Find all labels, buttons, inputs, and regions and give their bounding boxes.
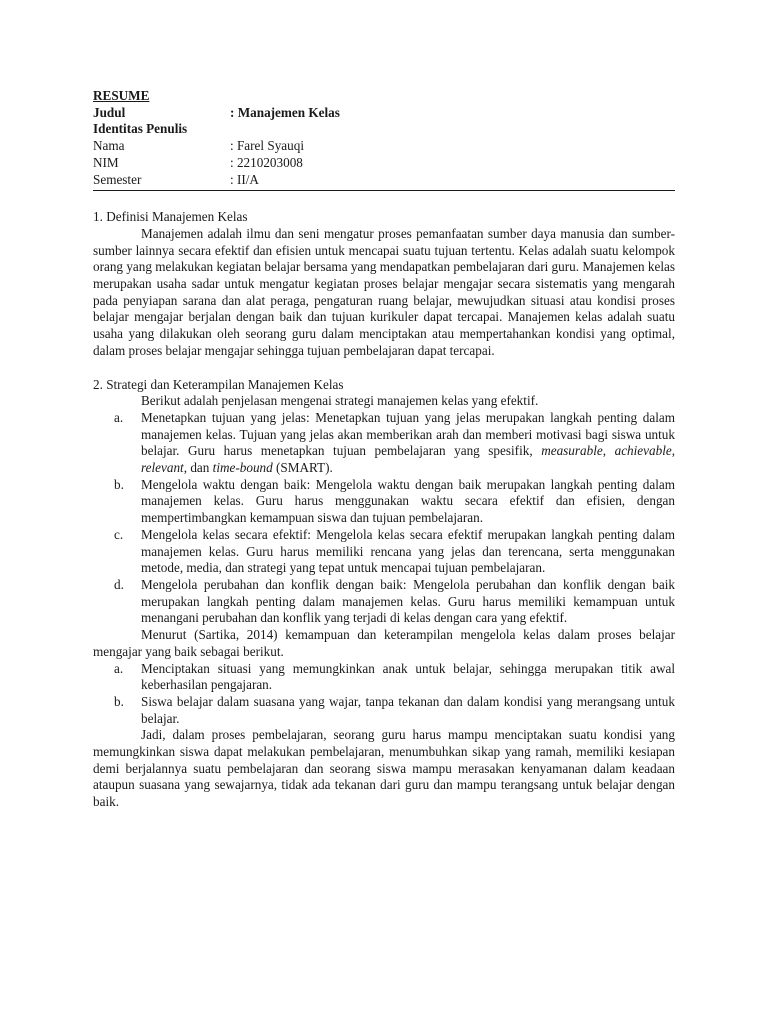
section2-heading: 2. Strategi dan Keterampilan Manajemen Kelas [93, 376, 344, 392]
list-marker: a. [114, 409, 124, 425]
list-marker: c. [114, 526, 124, 542]
nim-label: NIM [93, 154, 119, 170]
list-marker: a. [114, 660, 124, 676]
nama-value: : Farel Syauqi [230, 138, 304, 154]
list-item-text: Mengelola waktu dengan baik: Mengelola waktu dengan baik merupakan langkah penting dalam manajemen kelas. Guru harus menggunakan waktu secara efektif dan efisien, dengan mempertimbangkan kemampuan siswa dan tujuan pembelajaran. [141, 476, 675, 526]
list-item [93, 527, 675, 577]
list-item [93, 477, 675, 527]
emphasis-time-bound: time-bound [212, 460, 273, 476]
emphasis-achievable: achievable [614, 443, 672, 459]
section2-intro: Berikut adalah penjelasan mengenai strategi manajemen kelas yang efektif. [141, 393, 539, 409]
list-item-text-part: Menetapkan tujuan yang jelas: Menetapkan tujuan yang jelas merupakan langkah penting dalam manajemen kelas. Tujuan yang jelas akan memberikan arah dan memberi motivasi bagi siswa untuk belajar. Guru harus menetapkan tujuan pembelajaran yang spesifik, [141, 409, 675, 459]
judul-value: : Manajemen Kelas [230, 104, 340, 120]
list-item-text: Siswa belajar dalam suasana yang wajar, tanpa tekanan dan dalam kondisi yang merangsang untuk belajar. [141, 693, 675, 726]
sartika-paragraph: Menurut (Sartika, 2014) kemampuan dan keterampilan mengelola kelas dalam proses belajar mengajar yang baik sebagai berikut. [93, 627, 675, 659]
semester-label: Semester [93, 171, 142, 187]
nama-label: Nama [93, 138, 125, 154]
list-item-text: Mengelola kelas secara efektif: Mengelola kelas secara efektif merupakan langkah penting dalam manajemen kelas. Guru harus memiliki rencana yang jelas dan terencana, serta menggunakan metode, media, dan strategi yang tepat untuk mencapai tujuan pembelajaran. [141, 526, 675, 576]
list-item [93, 661, 675, 694]
resume-title: RESUME [93, 88, 150, 103]
semester-row [93, 172, 675, 189]
list-item-text-part: (SMART). [272, 460, 333, 476]
nama-row [93, 138, 675, 155]
emphasis-relevant: relevant [141, 460, 184, 476]
separator: , [602, 443, 615, 459]
list-item [93, 694, 675, 727]
list-item-text [141, 410, 675, 477]
skill-list [93, 661, 675, 728]
separator: , [671, 443, 676, 459]
list-item [93, 577, 675, 627]
nim-row [93, 155, 675, 172]
separator: , dan [183, 460, 213, 476]
list-item [93, 410, 675, 477]
judul-row [93, 105, 675, 122]
list-marker: b. [114, 476, 124, 492]
closing-paragraph: Jadi, dalam proses pembelajaran, seorang guru harus mampu menciptakan suatu kondisi yang memungkinkan siswa dapat melakukan pembelajaran, menumbuhkan sikap yang ramah, memiliki kesiapan demi berjalannya suatu pembelajaran dan seorang siswa mampu merasakan kenyamanan dalam keadaan ataupun suasana yang sewajarnya, tidak ada tekanan dari guru dan mampu terangsang untuk belajar dengan baik. [93, 727, 675, 810]
document-content [93, 88, 675, 811]
list-item-text: Menciptakan situasi yang memungkinkan anak untuk belajar, sehingga merupakan titik awal keberhasilan pengajaran. [141, 660, 675, 693]
strategy-list [93, 410, 675, 627]
list-marker: d. [114, 576, 124, 592]
emphasis-measurable: measurable [541, 443, 603, 459]
list-marker: b. [114, 693, 124, 709]
semester-value: : II/A [230, 171, 259, 187]
list-item-text: Mengelola perubahan dan konflik dengan baik: Mengelola perubahan dan konflik dengan baik merupakan langkah penting dalam manajemen kelas. Guru harus memiliki kemampuan untuk menangani perubahan dan konflik yang terjadi di kelas dengan cara yang efektif. [141, 576, 675, 626]
identitas-penulis-label: Identitas Penulis [93, 121, 188, 137]
nim-value: : 2210203008 [230, 154, 303, 170]
judul-label: Judul [93, 104, 126, 120]
section1-heading: 1. Definisi Manajemen Kelas [93, 209, 248, 225]
header-divider [93, 190, 675, 191]
section1-paragraph: Manajemen adalah ilmu dan seni mengatur proses pemanfaatan sumber daya manusia dan sumber-sumber lainnya secara efektif dan efisien untuk mencapai suatu tujuan tertentu. Kelas adalah suatu kelompok orang yang melakukan kegiatan belajar bersama yang mendapatkan pembelajaran dari guru. Manajemen kelas merupakan usaha sadar untuk mengatur kegiatan proses belajar mengajar secara sistematis yang mengarah pada penyiapan sarana dan alat peraga, pengaturan ruang belajar, mewujudkan situasi atau kondisi proses belajar mengajar berjalan dengan baik dan tujuan kurikuler dapat tercapai. Manajemen kelas adalah suatu usaha yang dilakukan oleh seorang guru dalam menciptakan atau mempertahankan kondisi yang optimal, dalam proses belajar mengajar sehingga tujuan pembelajaran dapat tercapai. [93, 225, 675, 358]
spacer [93, 360, 675, 377]
